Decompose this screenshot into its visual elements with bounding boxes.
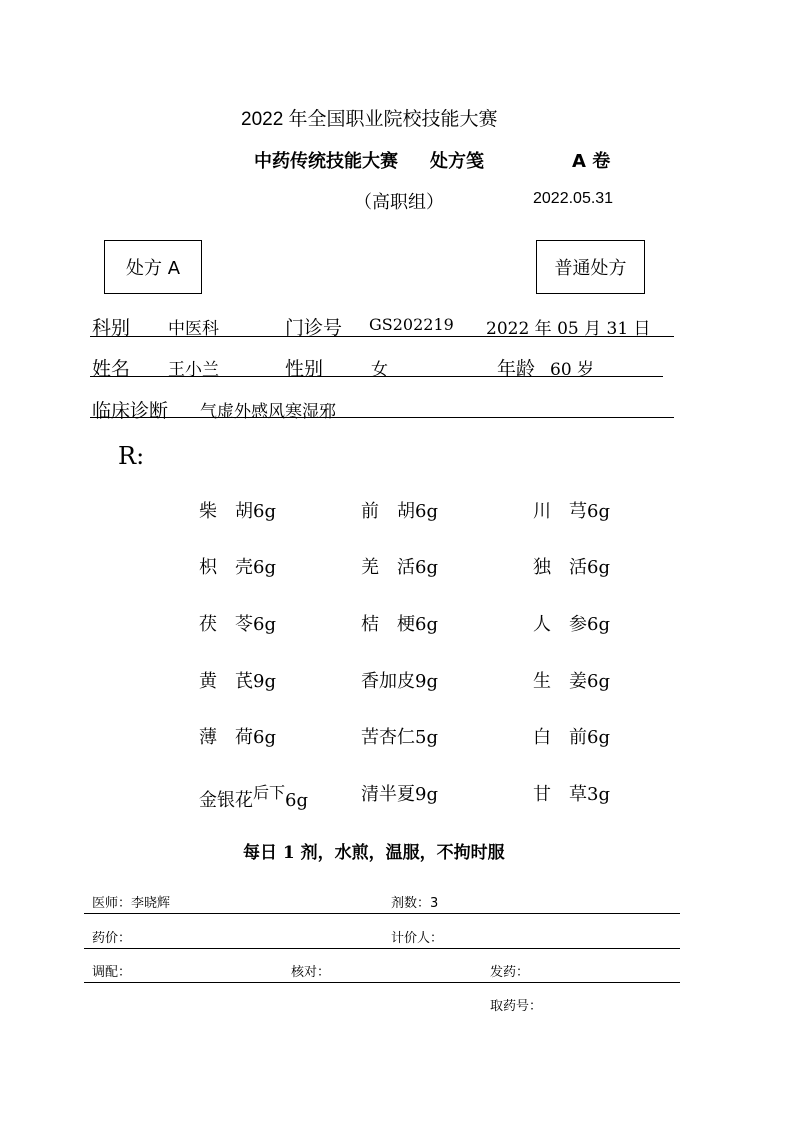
herb-name: 枳 壳 <box>199 557 253 578</box>
herb-dose: 6g <box>253 614 276 635</box>
herb-item <box>533 610 610 636</box>
herb-item <box>533 780 610 806</box>
herb-name: 柴 胡 <box>199 501 253 522</box>
clinic-number-label: 门诊号 <box>285 317 343 339</box>
herb-item <box>361 553 438 579</box>
herb-note: 后下 <box>253 783 286 802</box>
herb-name: 金银花 <box>199 790 253 811</box>
pickup-number-field: 取药号： <box>490 999 543 1014</box>
clinic-number-value: GS202219 <box>369 315 454 334</box>
herb-name: 茯 苓 <box>199 614 253 635</box>
herb-name: 白 前 <box>533 727 587 748</box>
divider-line <box>90 336 674 337</box>
herb-name: 生 姜 <box>533 671 587 692</box>
divider-line <box>90 417 674 418</box>
herb-item <box>361 780 438 806</box>
herb-name: 苦杏仁 <box>361 727 415 748</box>
herb-name: 黄 芪 <box>199 671 253 692</box>
herb-item <box>533 497 610 523</box>
prescription-category-label: 普通处方 <box>554 258 627 279</box>
footer-divider <box>84 948 680 949</box>
herb-item <box>361 667 438 693</box>
diagnosis-value: 气虚外感风寒湿邪 <box>200 402 336 422</box>
pricer-field: 计价人： <box>391 931 444 946</box>
header-date: 2022.05.31 <box>533 190 614 207</box>
herb-dose: 3g <box>587 784 610 805</box>
herb-dose: 6g <box>285 790 308 811</box>
herb-dose: 9g <box>253 671 276 692</box>
age-value: 60 岁 <box>550 360 595 380</box>
form-title: 处方笺 <box>430 151 484 172</box>
doses-field: 剂数：3 <box>391 896 439 911</box>
herb-name: 羌 活 <box>361 557 415 578</box>
competition-title: 2022 年全国职业院校技能大赛 <box>241 109 498 130</box>
herb-dose: 9g <box>415 671 438 692</box>
visit-date: 2022 年 05 月 31 日 <box>486 319 651 339</box>
issue-field: 发药： <box>490 965 530 980</box>
name-value: 王小兰 <box>168 360 219 380</box>
herb-item <box>533 553 610 579</box>
herb-item <box>199 497 276 523</box>
herb-name: 川 芎 <box>533 501 587 522</box>
herb-name: 香加皮 <box>361 671 415 692</box>
herb-item <box>361 497 438 523</box>
herb-dose: 6g <box>587 501 610 522</box>
herb-dose: 9g <box>415 784 438 805</box>
dept-value: 中医科 <box>168 319 219 339</box>
dept-label: 科别 <box>92 317 131 339</box>
herb-dose: 6g <box>253 501 276 522</box>
herb-item <box>199 723 276 749</box>
rx-symbol: R: <box>118 442 145 470</box>
herb-dose: 6g <box>253 557 276 578</box>
herb-item <box>199 667 276 693</box>
herb-dose: 5g <box>415 727 438 748</box>
dispense-field: 调配： <box>92 965 132 980</box>
herb-dose: 6g <box>415 557 438 578</box>
herb-item <box>361 610 438 636</box>
sex-label: 性别 <box>285 358 324 380</box>
herb-item <box>199 610 276 636</box>
herb-name: 甘 草 <box>533 784 587 805</box>
price-field: 药价： <box>92 931 132 946</box>
doctor-field: 医师：李晓辉 <box>92 896 171 911</box>
herb-name: 清半夏 <box>361 784 415 805</box>
prescription-type-box <box>104 240 202 294</box>
footer-divider <box>84 982 680 983</box>
herb-name: 薄 荷 <box>199 727 253 748</box>
name-label: 姓名 <box>92 358 131 380</box>
herb-name: 前 胡 <box>361 501 415 522</box>
herb-dose: 6g <box>415 501 438 522</box>
herb-dose: 6g <box>587 671 610 692</box>
herb-item <box>199 553 276 579</box>
diagnosis-label: 临床诊断 <box>92 400 169 422</box>
event-title: 中药传统技能大赛 <box>254 151 398 172</box>
prescription-category-box <box>536 240 645 294</box>
group-label: （高职组） <box>354 192 444 213</box>
herb-item <box>533 667 610 693</box>
herb-name: 独 活 <box>533 557 587 578</box>
usage-instructions: 每日 1 剂，水煎，温服，不拘时服 <box>243 843 505 863</box>
herb-dose: 6g <box>253 727 276 748</box>
herb-item <box>361 723 438 749</box>
herb-item <box>533 723 610 749</box>
herb-dose: 6g <box>587 557 610 578</box>
divider-line <box>90 376 663 377</box>
sex-value: 女 <box>371 360 388 380</box>
footer-divider <box>84 913 680 914</box>
age-label: 年龄 <box>497 358 536 380</box>
herb-name: 人 参 <box>533 614 587 635</box>
herb-dose: 6g <box>415 614 438 635</box>
prescription-type-label: 处方 A <box>125 258 181 279</box>
herb-dose: 6g <box>587 614 610 635</box>
paper-version: A 卷 <box>572 151 611 172</box>
herb-item <box>199 780 308 812</box>
herb-name: 桔 梗 <box>361 614 415 635</box>
check-field: 核对： <box>291 965 331 980</box>
herb-dose: 6g <box>587 727 610 748</box>
